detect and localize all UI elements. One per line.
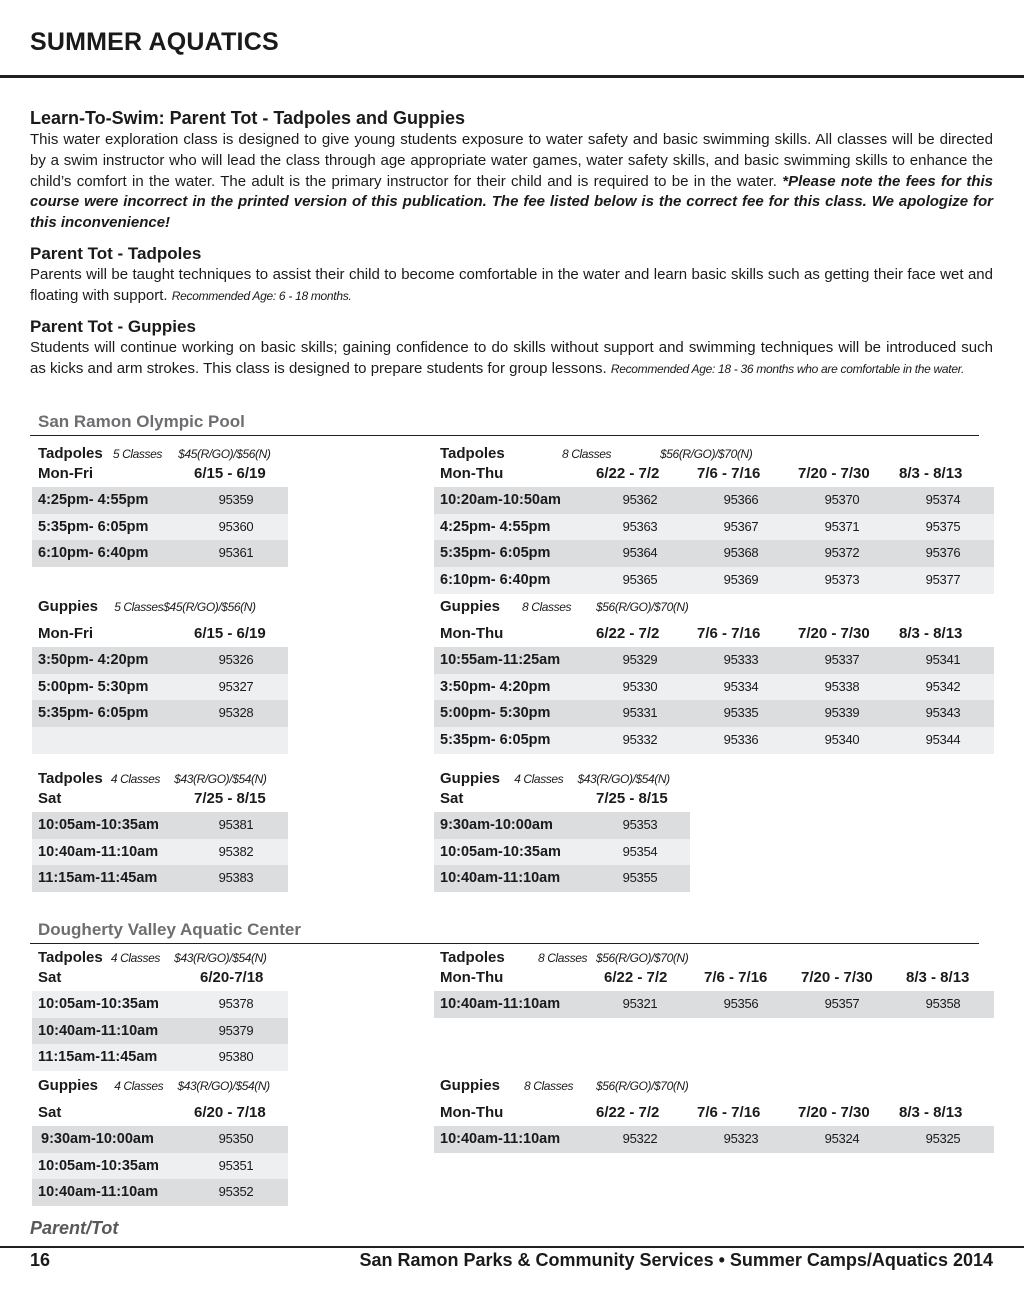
class-time: 5:35pm- 6:05pm [38,518,149,535]
intro-paragraph [30,130,993,234]
schedule-header [440,1076,800,1096]
tadpoles-age: Recommended Age: 6 - 18 months. [171,288,352,303]
table-row [32,991,288,1018]
class-time: 9:30am-10:00am [440,817,553,833]
guppies-paragraph [30,338,993,380]
date-range: 7/20 - 7/30 [798,1104,870,1121]
date-range: 7/6 - 7/16 [697,625,761,642]
schedule-table [32,812,288,892]
schedule-table [434,647,994,754]
date-range: 6/22 - 7/2 [604,969,668,986]
course-code: 95376 [925,545,961,561]
course-code: 95331 [622,705,658,721]
date-range: 6/15 - 6/19 [194,625,266,642]
table-row [434,540,994,567]
class-fee: $43(R/GO)/$54(N) [577,772,670,786]
class-time: 10:20am-10:50am [440,492,561,508]
course-code: 95325 [925,1131,961,1146]
class-fee: $56(R/GO)/$70(N) [596,600,689,614]
class-fee: $43(R/GO)/$54(N) [177,1079,270,1093]
table-row [434,487,994,514]
schedule-header [38,597,256,617]
class-time: 10:05am-10:35am [38,817,159,833]
course-code: 95350 [218,1131,254,1146]
schedule-subheader [440,464,980,484]
course-code: 95333 [723,652,759,667]
course-code: 95375 [925,518,961,534]
course-code: 95339 [824,705,860,721]
class-time: 6:10pm- 6:40pm [38,545,149,562]
course-code: 95355 [622,870,658,886]
class-fee: $56(R/GO)/$70(N) [596,1079,689,1093]
course-code: 95363 [622,518,658,534]
class-count: 4 Classes [110,951,160,965]
class-count: 5 Classes [112,447,162,461]
class-count: 8 Classes [522,600,572,614]
schedule-table [434,1126,994,1153]
course-code: 95334 [723,678,759,694]
table-row [434,674,994,701]
class-time: 10:40am-11:10am [440,996,561,1012]
course-code: 95368 [723,545,759,561]
class-count: 8 Classes [562,447,612,461]
course-code: 95359 [218,492,254,507]
section-divider [30,435,979,436]
course-code: 95340 [824,732,860,748]
class-time: 10:40am-11:10am [440,870,561,887]
class-count: 8 Classes [538,951,588,965]
course-code: 95341 [925,652,961,667]
days-label: Mon-Fri [38,465,93,482]
schedule-table [32,991,288,1071]
schedule-header [440,597,800,617]
table-row [32,1044,288,1071]
class-time: 10:05am-10:35am [38,996,159,1012]
table-row [32,1153,288,1180]
course-code: 95372 [824,545,860,561]
location-heading-sanramon: San Ramon Olympic Pool [38,412,245,431]
table-row [32,540,288,567]
course-code: 95373 [824,572,860,588]
date-range: 7/25 - 8/15 [194,790,266,807]
table-row [434,700,994,727]
course-code: 95366 [723,492,759,507]
days-label: Mon-Thu [440,625,504,642]
class-time: 5:35pm- 6:05pm [38,705,149,722]
course-code: 95356 [723,996,759,1011]
date-range: 6/20-7/18 [200,969,264,986]
course-code: 95374 [925,492,961,507]
schedule-header [440,769,670,789]
course-code: 95335 [723,705,759,721]
class-fee: $43(R/GO)/$54(N) [174,772,267,786]
schedule-header [38,769,266,789]
page-title: SUMMER AQUATICS [30,28,279,56]
class-name: Guppies [440,770,501,787]
days-label: Sat [38,790,62,807]
table-row [32,674,288,701]
table-row [32,865,288,892]
course-code: 95360 [218,518,254,534]
course-code: 95378 [218,996,254,1011]
class-time: 5:35pm- 6:05pm [440,545,551,562]
course-code: 95326 [218,652,254,667]
class-count: 4 Classes [514,772,564,786]
footer-divider [0,1246,1024,1248]
schedule-table [32,487,288,567]
class-name: Tadpoles [440,949,505,966]
table-row [32,487,288,514]
date-range: 7/25 - 8/15 [596,790,668,807]
class-time: 10:05am-10:35am [440,843,561,860]
class-time: 5:00pm- 5:30pm [38,678,149,695]
schedule-header [38,948,266,968]
intro-body: This water exploration class is designed to give young students exposure to water safety and basic swimming skills. All classes will be directed by a swim instructor who will lead the class through age appropriate water games, water safety skills, and basic swimming skills to enhance the child’s comfort in the water. The adult is the primary instructor for their child and is required to be in the water. [30,131,993,190]
header-divider [0,75,1024,78]
table-row [434,1126,994,1153]
course-code: 95337 [824,652,860,667]
course-code: 95377 [925,572,961,588]
schedule-subheader [38,624,288,644]
course-code: 95379 [218,1022,254,1038]
schedule-subheader [440,789,690,809]
date-range: 8/3 - 8/13 [899,465,963,482]
page-number: 16 [30,1250,51,1270]
course-code: 95352 [218,1184,254,1200]
class-name: Tadpoles [440,445,505,462]
course-code: 95328 [218,705,254,721]
course-code: 95357 [824,996,860,1011]
course-code: 95329 [622,652,658,667]
class-name: Guppies [440,1077,501,1094]
class-time: 9:30am-10:00am [41,1131,154,1147]
date-range: 6/20 - 7/18 [194,1104,266,1121]
guppies-age: Recommended Age: 18 - 36 months who are comfortable in the water. [610,361,964,376]
schedule-subheader [440,624,980,644]
course-code: 95361 [218,545,254,561]
tadpoles-heading: Parent Tot - Tadpoles [30,244,202,263]
course-code: 95367 [723,518,759,534]
course-code: 95353 [622,817,658,832]
table-row [32,1018,288,1045]
class-count: 5 Classes [114,600,164,614]
schedule-subheader [440,1103,980,1123]
class-name: Tadpoles [38,949,103,966]
class-count: 4 Classes [110,772,160,786]
schedule-subheader [440,968,980,988]
date-range: 7/6 - 7/16 [697,1104,761,1121]
table-row [32,514,288,541]
class-name: Guppies [38,1077,99,1094]
class-fee: $56(R/GO)/$70(N) [660,447,753,461]
days-label: Mon-Thu [440,465,504,482]
course-code: 95365 [622,572,658,588]
course-code: 95358 [925,996,961,1011]
date-range: 6/22 - 7/2 [596,1104,660,1121]
schedule-table [32,647,288,754]
course-code: 95369 [723,572,759,588]
days-label: Sat [38,1104,62,1121]
course-code: 95382 [218,843,254,859]
table-row [32,839,288,866]
tadpoles-paragraph [30,265,993,307]
days-label: Mon-Thu [440,969,504,986]
course-code: 95324 [824,1131,860,1146]
course-code: 95351 [218,1157,254,1173]
table-row [434,991,994,1018]
table-row [434,727,994,754]
class-count: 8 Classes [524,1079,574,1093]
class-name: Guppies [440,598,501,615]
schedule-header [38,1076,270,1096]
class-time: 11:15am-11:45am [38,1049,158,1066]
intro-heading: Learn-To-Swim: Parent Tot - Tadpoles and Guppies [30,108,466,128]
table-row [32,1126,288,1153]
date-range: 6/15 - 6/19 [194,465,266,482]
course-code: 95371 [824,518,860,534]
schedule-subheader [38,789,288,809]
tadpoles-body: Parents will be taught techniques to assist their child to become comfortable in the water and learn basic skills such as getting their face wet and floating with support. [30,266,993,304]
course-code: 95327 [218,678,254,694]
table-row [32,812,288,839]
course-code: 95383 [218,870,254,886]
class-time: 11:15am-11:45am [38,870,158,887]
class-time: 3:50pm- 4:20pm [440,678,551,695]
course-code: 95380 [218,1049,254,1065]
schedule-header [440,444,800,464]
table-row [434,865,690,892]
class-time: 10:40am-11:10am [38,1184,159,1201]
course-code: 95370 [824,492,860,507]
date-range: 8/3 - 8/13 [899,625,963,642]
schedule-subheader [38,968,288,988]
days-label: Mon-Thu [440,1104,504,1121]
section-divider [30,943,979,944]
date-range: 7/20 - 7/30 [798,625,870,642]
course-code: 95321 [622,996,658,1011]
class-time: 4:25pm- 4:55pm [440,518,551,535]
course-code: 95364 [622,545,658,561]
date-range: 7/20 - 7/30 [798,465,870,482]
section-tag: Parent/Tot [30,1218,119,1238]
course-code: 95381 [218,817,254,832]
course-code: 95336 [723,732,759,748]
date-range: 6/22 - 7/2 [596,625,660,642]
date-range: 8/3 - 8/13 [906,969,970,986]
schedule-table [434,991,994,1018]
table-row-empty [32,727,288,754]
table-row [434,839,690,866]
class-time: 10:40am-11:10am [38,843,159,860]
course-code: 95342 [925,678,961,694]
class-time: 5:00pm- 5:30pm [440,705,551,722]
class-fee: $45(R/GO)/$56(N) [163,600,256,614]
class-fee: $45(R/GO)/$56(N) [178,447,271,461]
schedule-subheader [38,464,288,484]
schedule-table [434,812,690,892]
course-code: 95330 [622,678,658,694]
course-code: 95338 [824,678,860,694]
table-row [32,700,288,727]
table-row [32,1179,288,1206]
schedule-table [434,487,994,594]
class-time: 4:25pm- 4:55pm [38,492,149,508]
class-fee: $56(R/GO)/$70(N) [596,951,689,965]
class-time: 10:05am-10:35am [38,1157,159,1174]
schedule-table [32,1126,288,1206]
days-label: Sat [440,790,464,807]
class-name: Tadpoles [38,770,103,787]
course-code: 95344 [925,732,961,748]
guppies-body: Students will continue working on basic skills; gaining confidence to do skills without support and swimming techniques will be introduced such as kicks and arm strokes. This class is designed to prepare students for group lessons. [30,339,993,377]
days-label: Mon-Fri [38,625,93,642]
schedule-header [38,444,270,464]
schedule-header [440,948,800,968]
date-range: 7/6 - 7/16 [704,969,768,986]
course-code: 95322 [622,1131,658,1146]
course-code: 95343 [925,705,961,721]
table-row [32,647,288,674]
fee-correction-note: *Please note the fees for this course were incorrect in the printed version of this publication. The fee listed below is the correct fee for this class. We apologize for this inconvenience! [30,172,993,232]
class-name: Guppies [38,598,99,615]
date-range: 7/6 - 7/16 [697,465,761,482]
class-time: 10:40am-11:10am [440,1131,561,1147]
class-name: Tadpoles [38,445,103,462]
class-fee: $43(R/GO)/$54(N) [174,951,267,965]
date-range: 6/22 - 7/2 [596,465,660,482]
date-range: 7/20 - 7/30 [801,969,873,986]
class-time: 3:50pm- 4:20pm [38,652,149,668]
guppies-heading: Parent Tot - Guppies [30,317,196,336]
course-code: 95323 [723,1131,759,1146]
course-code: 95332 [622,732,658,748]
table-row [434,647,994,674]
days-label: Sat [38,969,62,986]
course-code: 95362 [622,492,658,507]
class-time: 10:55am-11:25am [440,652,561,668]
location-heading-dougherty: Dougherty Valley Aquatic Center [38,920,301,939]
table-row [434,812,690,839]
class-time: 6:10pm- 6:40pm [440,572,551,589]
class-time: 10:40am-11:10am [38,1022,159,1039]
course-code: 95354 [622,843,658,859]
table-row [434,514,994,541]
class-time: 5:35pm- 6:05pm [440,732,551,749]
class-count: 4 Classes [114,1079,164,1093]
publication-credit: San Ramon Parks & Community Services • Summer Camps/Aquatics 2014 [359,1250,993,1270]
schedule-subheader [38,1103,288,1123]
date-range: 8/3 - 8/13 [899,1104,963,1121]
table-row [434,567,994,594]
